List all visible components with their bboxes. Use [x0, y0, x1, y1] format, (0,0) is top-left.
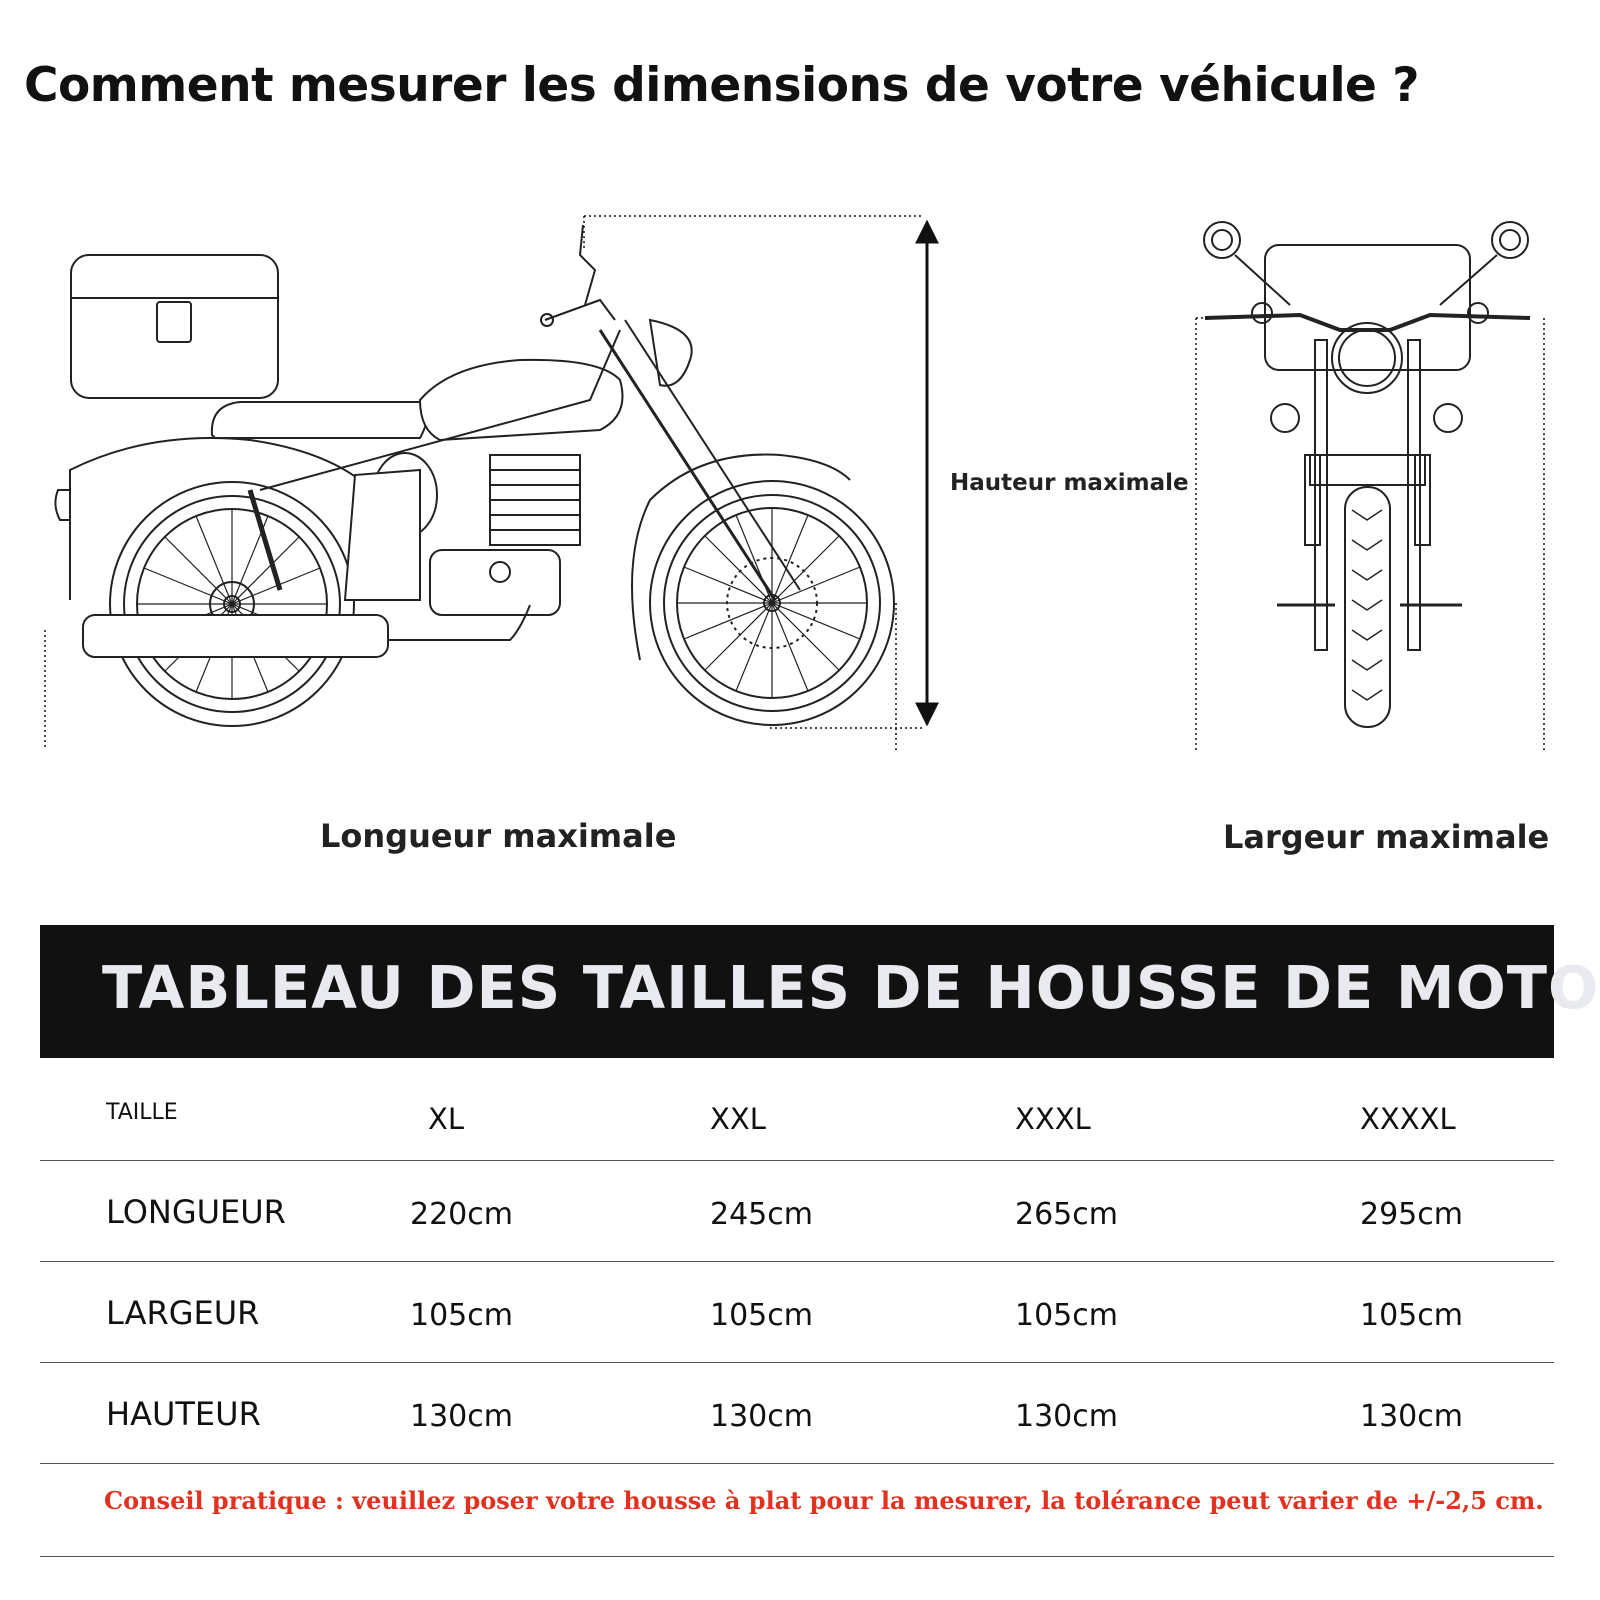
length-label: Longueur maximale — [320, 817, 677, 855]
divider — [40, 1556, 1554, 1557]
table-row — [40, 1262, 1554, 1363]
table-row — [40, 1161, 1554, 1262]
rear-wheel — [110, 482, 354, 726]
motorcycle-side-view — [55, 225, 894, 726]
table-cell: 245cm — [710, 1197, 813, 1232]
size-table — [40, 1058, 1554, 1464]
size-xxl: XXL — [710, 1102, 766, 1136]
row-label: HAUTEUR — [106, 1395, 261, 1433]
table-cell: 105cm — [410, 1298, 513, 1333]
fuel-tank — [420, 360, 623, 440]
front-wheel — [650, 481, 894, 725]
width-dimension — [1196, 318, 1544, 750]
size-chart-title: TABLEAU DES TAILLES DE HOUSSE DE MOTO — [102, 953, 1600, 1022]
practical-tip: Conseil pratique : veuillez poser votre housse à plat pour la mesurer, la tolérance peut varier de +/-2,5 cm. — [104, 1486, 1544, 1515]
motorcycle-measurement-diagram — [0, 190, 1600, 750]
motorcycle-front-view — [1204, 222, 1530, 727]
table-cell: 130cm — [410, 1399, 513, 1434]
height-dimension — [584, 216, 927, 728]
row-label: LONGUEUR — [106, 1193, 286, 1231]
table-cell: 105cm — [710, 1298, 813, 1333]
size-xxxxl: XXXXL — [1360, 1102, 1456, 1136]
seat — [212, 402, 428, 438]
page-title: Comment mesurer les dimensions de votre véhicule ? — [24, 58, 1420, 113]
height-label: Hauteur maximale — [950, 470, 1189, 496]
row-label: LARGEUR — [106, 1294, 260, 1332]
size-xxxl: XXXL — [1015, 1102, 1091, 1136]
front-tire — [1345, 487, 1390, 727]
engine — [430, 455, 580, 615]
table-row — [40, 1363, 1554, 1464]
header-label: TAILLE — [106, 1100, 178, 1125]
table-cell: 130cm — [1015, 1399, 1118, 1434]
table-cell: 295cm — [1360, 1197, 1463, 1232]
table-cell: 105cm — [1360, 1298, 1463, 1333]
size-chart-banner — [40, 925, 1600, 1058]
top-case — [71, 255, 278, 398]
table-cell: 105cm — [1015, 1298, 1118, 1333]
table-cell: 130cm — [710, 1399, 813, 1434]
table-cell: 220cm — [410, 1197, 513, 1232]
table-cell: 265cm — [1015, 1197, 1118, 1232]
exhaust — [83, 615, 388, 657]
width-label: Largeur maximale — [1223, 818, 1550, 856]
table-header-row — [40, 1058, 1554, 1161]
table-cell: 130cm — [1360, 1399, 1463, 1434]
size-xl: XL — [428, 1102, 465, 1136]
